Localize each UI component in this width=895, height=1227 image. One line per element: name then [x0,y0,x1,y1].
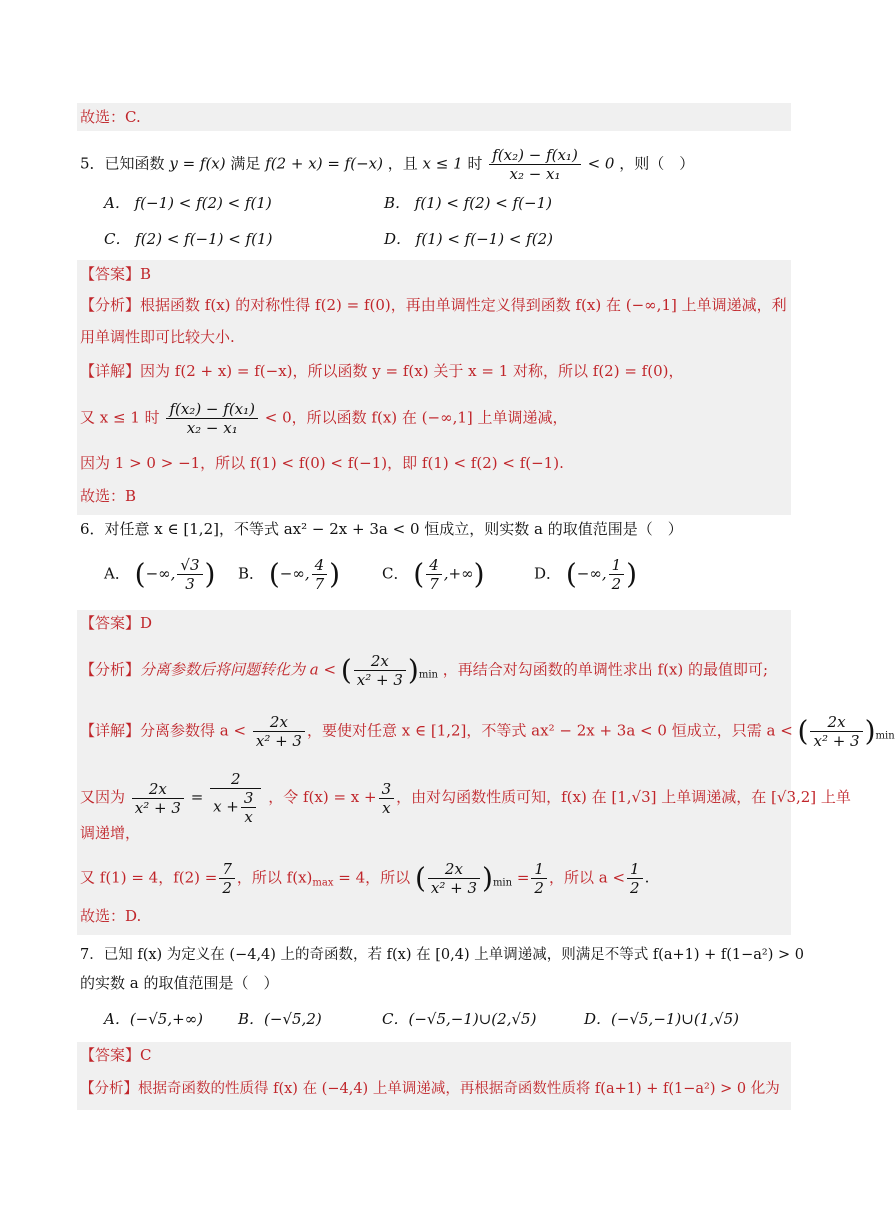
q5-option-b[interactable]: B． f(1) < f(2) < f(−1) [384,194,552,212]
q5-stem: 5．已知函数 y = f(x) 满足 f(2 + x) = f(−x) ，且 x ≤ 1 时 $\frac{\text{f(x₂) − f(x₁)}}{\text{x₂ − x₁}}$ < 0 ，则（ ） [80,146,695,183]
q6-conclusion: 故选：D. [80,907,142,925]
q5-detail-2: 又 x ≤ 1 时 $\frac{\text{f(x₂) − f(x₁)}}{\text{x₂ − x₁}}$ < 0，所以函数 f(x) 在 (−∞,1] 上单调递减， [80,400,568,437]
q5-detail-1: 【详解】因为 f(2 + x) = f(−x)，所以函数 y = f(x) 关于 x = 1 对称，所以 f(2) = f(0)， [80,362,684,380]
q5-detail-fraction: $\frac{\text{f(x₂) − f(x₁)}}{\text{x₂ − x₁}}$ [166,400,258,437]
q6-option-a[interactable]: A． (−∞, $\frac{√3}{3}$ ) [104,556,216,593]
q6-detail-2: 又因为 $\frac{2x}{\text{x² + 3}}$ = 2 x + $\frac{3}{x}$ ，令 f(x) = x + $\frac{3}{x}$ ，由对勾函数性质可知，f(x) 在 [1,√3] 上单调递减，在 [√3,2] 上单 [80,770,851,826]
solution-block-q4 [77,103,791,131]
q7-option-b[interactable]: B．(−√5,2) [238,1010,322,1028]
q5-conclusion: 故选：B [80,487,137,505]
q4-conclusion: 故选：C. [80,108,141,126]
q6-detail-4: 又 f(1) = 4，f(2) = $\frac{7}{2}$ ，所以 $f(x)_{max} = 4$，所以 ( $\frac{2x}{\text{x² + 3}}$ )$_{min}$ = $\frac{1}{2}$ ，所以 a < $\frac{1}{2}$ . [80,860,650,897]
q5-answer: 【答案】B [80,265,152,283]
q5-option-c[interactable]: C． f(2) < f(−1) < f(1) [104,230,273,248]
q6-detail-3: 调递增， [80,824,141,842]
q7-analysis: 【分析】根据奇函数的性质得 f(x) 在 (−4,4) 上单调递减，再根据奇函数性质将 f(a+1) + f(1−a²) > 0 化为 [80,1081,780,1097]
q6-detail-1: 【详解】分离参数得 a < $\frac{2x}{\text{x² + 3}}$ ，要使对任意 x ∈ [1,2]，不等式 ax² − 2x + 3a < 0 恒成立，只需 a < ( $\frac{2x}{\text{x² + 3}}$ )$_{min}$ [80,713,895,750]
q5-option-a[interactable]: A． f(−1) < f(2) < f(1) [104,194,272,212]
q7-option-a[interactable]: A．(−√5,+∞) [104,1010,204,1028]
q6-analysis: 【分析】分离参数后将问题转化为 a < ( $\frac{2x}{\text{x² + 3}}$ )$_{min}$ ，再结合对勾函数的单调性求出 f(x) 的最值即可; [80,652,769,689]
q6-stem: 6．对任意 x ∈ [1,2]，不等式 ax² − 2x + 3a < 0 恒成立，则实数 a 的取值范围是（ ） [80,520,683,538]
q5-option-d[interactable]: D． f(1) < f(−1) < f(2) [384,230,553,248]
q6-option-d[interactable]: D． (−∞, $\frac{1}{2}$ ) [534,556,638,593]
q5-analysis-1: 【分析】根据函数 f(x) 的对称性得 f(2) = f(0)，再由单调性定义得到函数 f(x) 在 (−∞,1] 上单调递减，利 [80,296,787,314]
q5-detail-3: 因为 1 > 0 > −1，所以 f(1) < f(0) < f(−1)，即 f(1) < f(2) < f(−1). [80,454,564,472]
q7-option-d[interactable]: D．(−√5,−1)∪(1,√5) [584,1010,739,1028]
q7-option-c[interactable]: C．(−√5,−1)∪(2,√5) [382,1010,537,1028]
q5-analysis-2: 用单调性即可比较大小. [80,328,235,346]
q7-stem-2: 的实数 a 的取值范围是（ ） [80,974,279,992]
q7-answer: 【答案】C [80,1046,152,1064]
q5-fraction: $\frac{\text{f(x₂) − f(x₁)}}{\text{x₂ − x₁}}$ [489,146,581,183]
q7-stem-1: 7．已知 f(x) 为定义在 (−4,4) 上的奇函数，若 f(x) 在 [0,4) 上单调递减，则满足不等式 f(a+1) + f(1−a²) > 0 [80,947,804,963]
q6-answer: 【答案】D [80,614,153,632]
q6-option-c[interactable]: C． ( $\frac{4}{7}$ ,+∞) [382,556,485,593]
q6-option-b[interactable]: B． (−∞, $\frac{4}{7}$ ) [238,556,341,593]
